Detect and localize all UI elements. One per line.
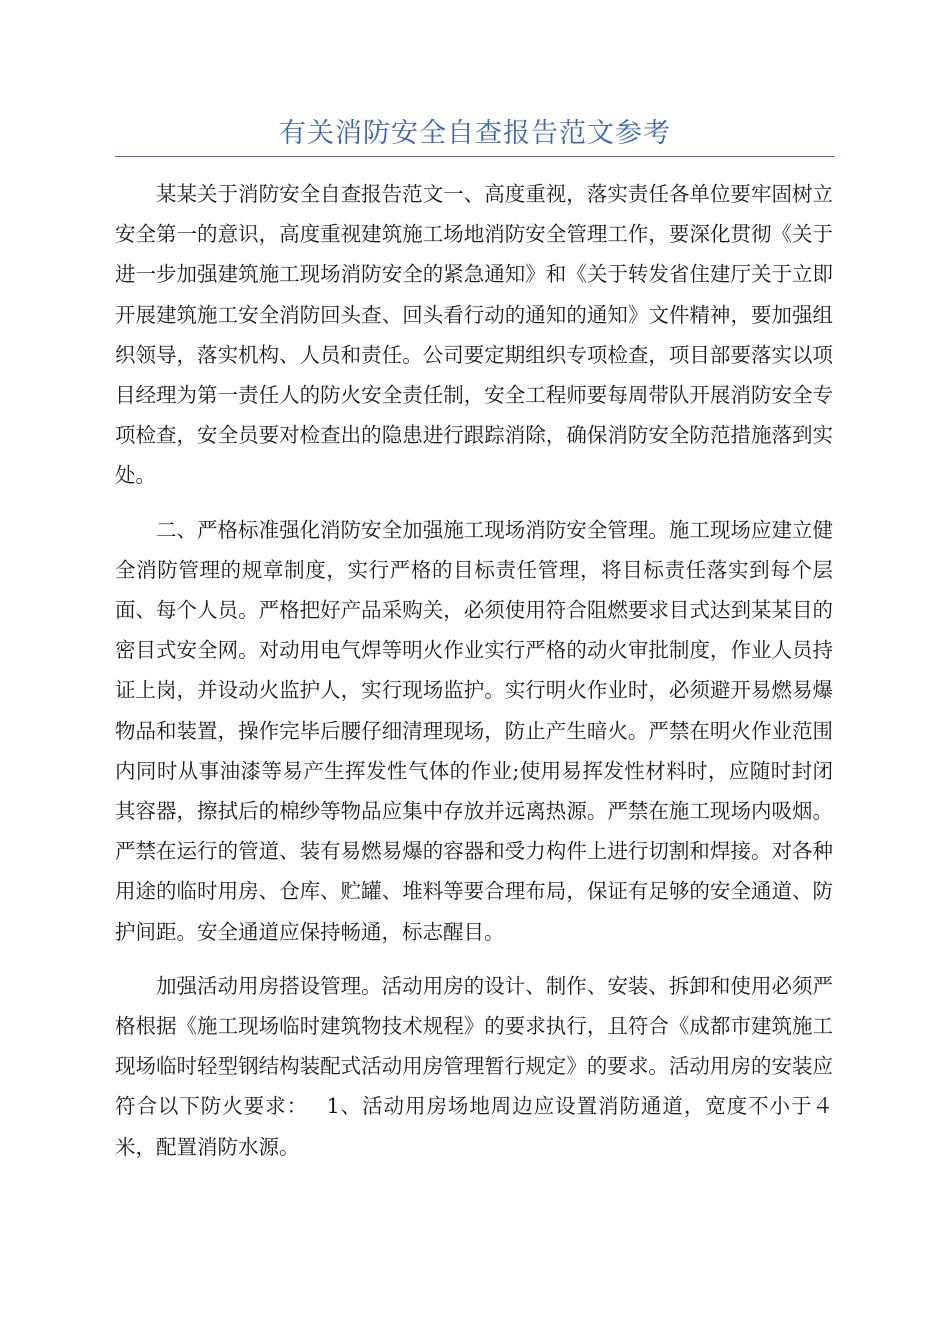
paragraph-2: 二、严格标准强化消防安全加强施工现场消防安全管理。施工现场应建立健全消防管理的规章制度，实行严格的目标责任管理，将目标责任落实到每个层面、每个人员。严格把好产品采购关，必须使用符合阻燃要求目式达到某某目的密目式安全网。对动用电气焊等明火作业实行严格的动火审批制度，作业人员持证上岗，并设动火监护人，实行现场监护。实行明火作业时，必须避开易燃易爆物品和装置，操作完毕后腰仔细清理现场，防止产生暗火。严禁在明火作业范围内同时从事油漆等易产生挥发性气体的作业;使用易挥发性材料时，应随时封闭其容器，擦拭后的棉纱等物品应集中存放并远离热源。严禁在施工现场内吸烟。严禁在运行的管道、装有易燃易爆的容器和受力构件上进行切割和焊接。对各种用途的临时用房、仓库、贮罐、堆料等要合理布局，保证有足够的安全通道、防护间距。安全通道应保持畅通，标志醒目。: [115, 517, 833, 944]
document-body: [115, 174, 833, 1181]
paragraph-3: 加强活动用房搭设管理。活动用房的设计、制作、安装、拆卸和使用必须严格根据《施工现场临时建筑物技术规程》的要求执行，且符合《成都市建筑施工现场临时轻型钢结构装配式活动用房管理暂行规定》的要求。活动用房的安装应符合以下防火要求： 1、活动用房场地周边应设置消防通道，宽度不小于４米，配置消防水源。: [115, 973, 833, 1159]
paragraph-1: 某某关于消防安全自查报告范文一、高度重视，落实责任各单位要牢固树立安全第一的意识，高度重视建筑施工场地消防安全管理工作，要深化贯彻《关于进一步加强建筑施工现场消防安全的紧急通知》和《关于转发省住建厅关于立即开展建筑施工安全消防回头查、回头看行动的通知的通知》文件精神，要加强组织领导，落实机构、人员和责任。公司要定期组织专项检查，项目部要落实以项目经理为第一责任人的防火安全责任制，安全工程师要每周带队开展消防安全专项检查，安全员要对检查出的隐患进行跟踪消除，确保消防安全防范措施落到实处。: [115, 182, 833, 488]
page-title: 有关消防安全自查报告范文参考: [279, 118, 671, 149]
title-block: [115, 112, 835, 157]
